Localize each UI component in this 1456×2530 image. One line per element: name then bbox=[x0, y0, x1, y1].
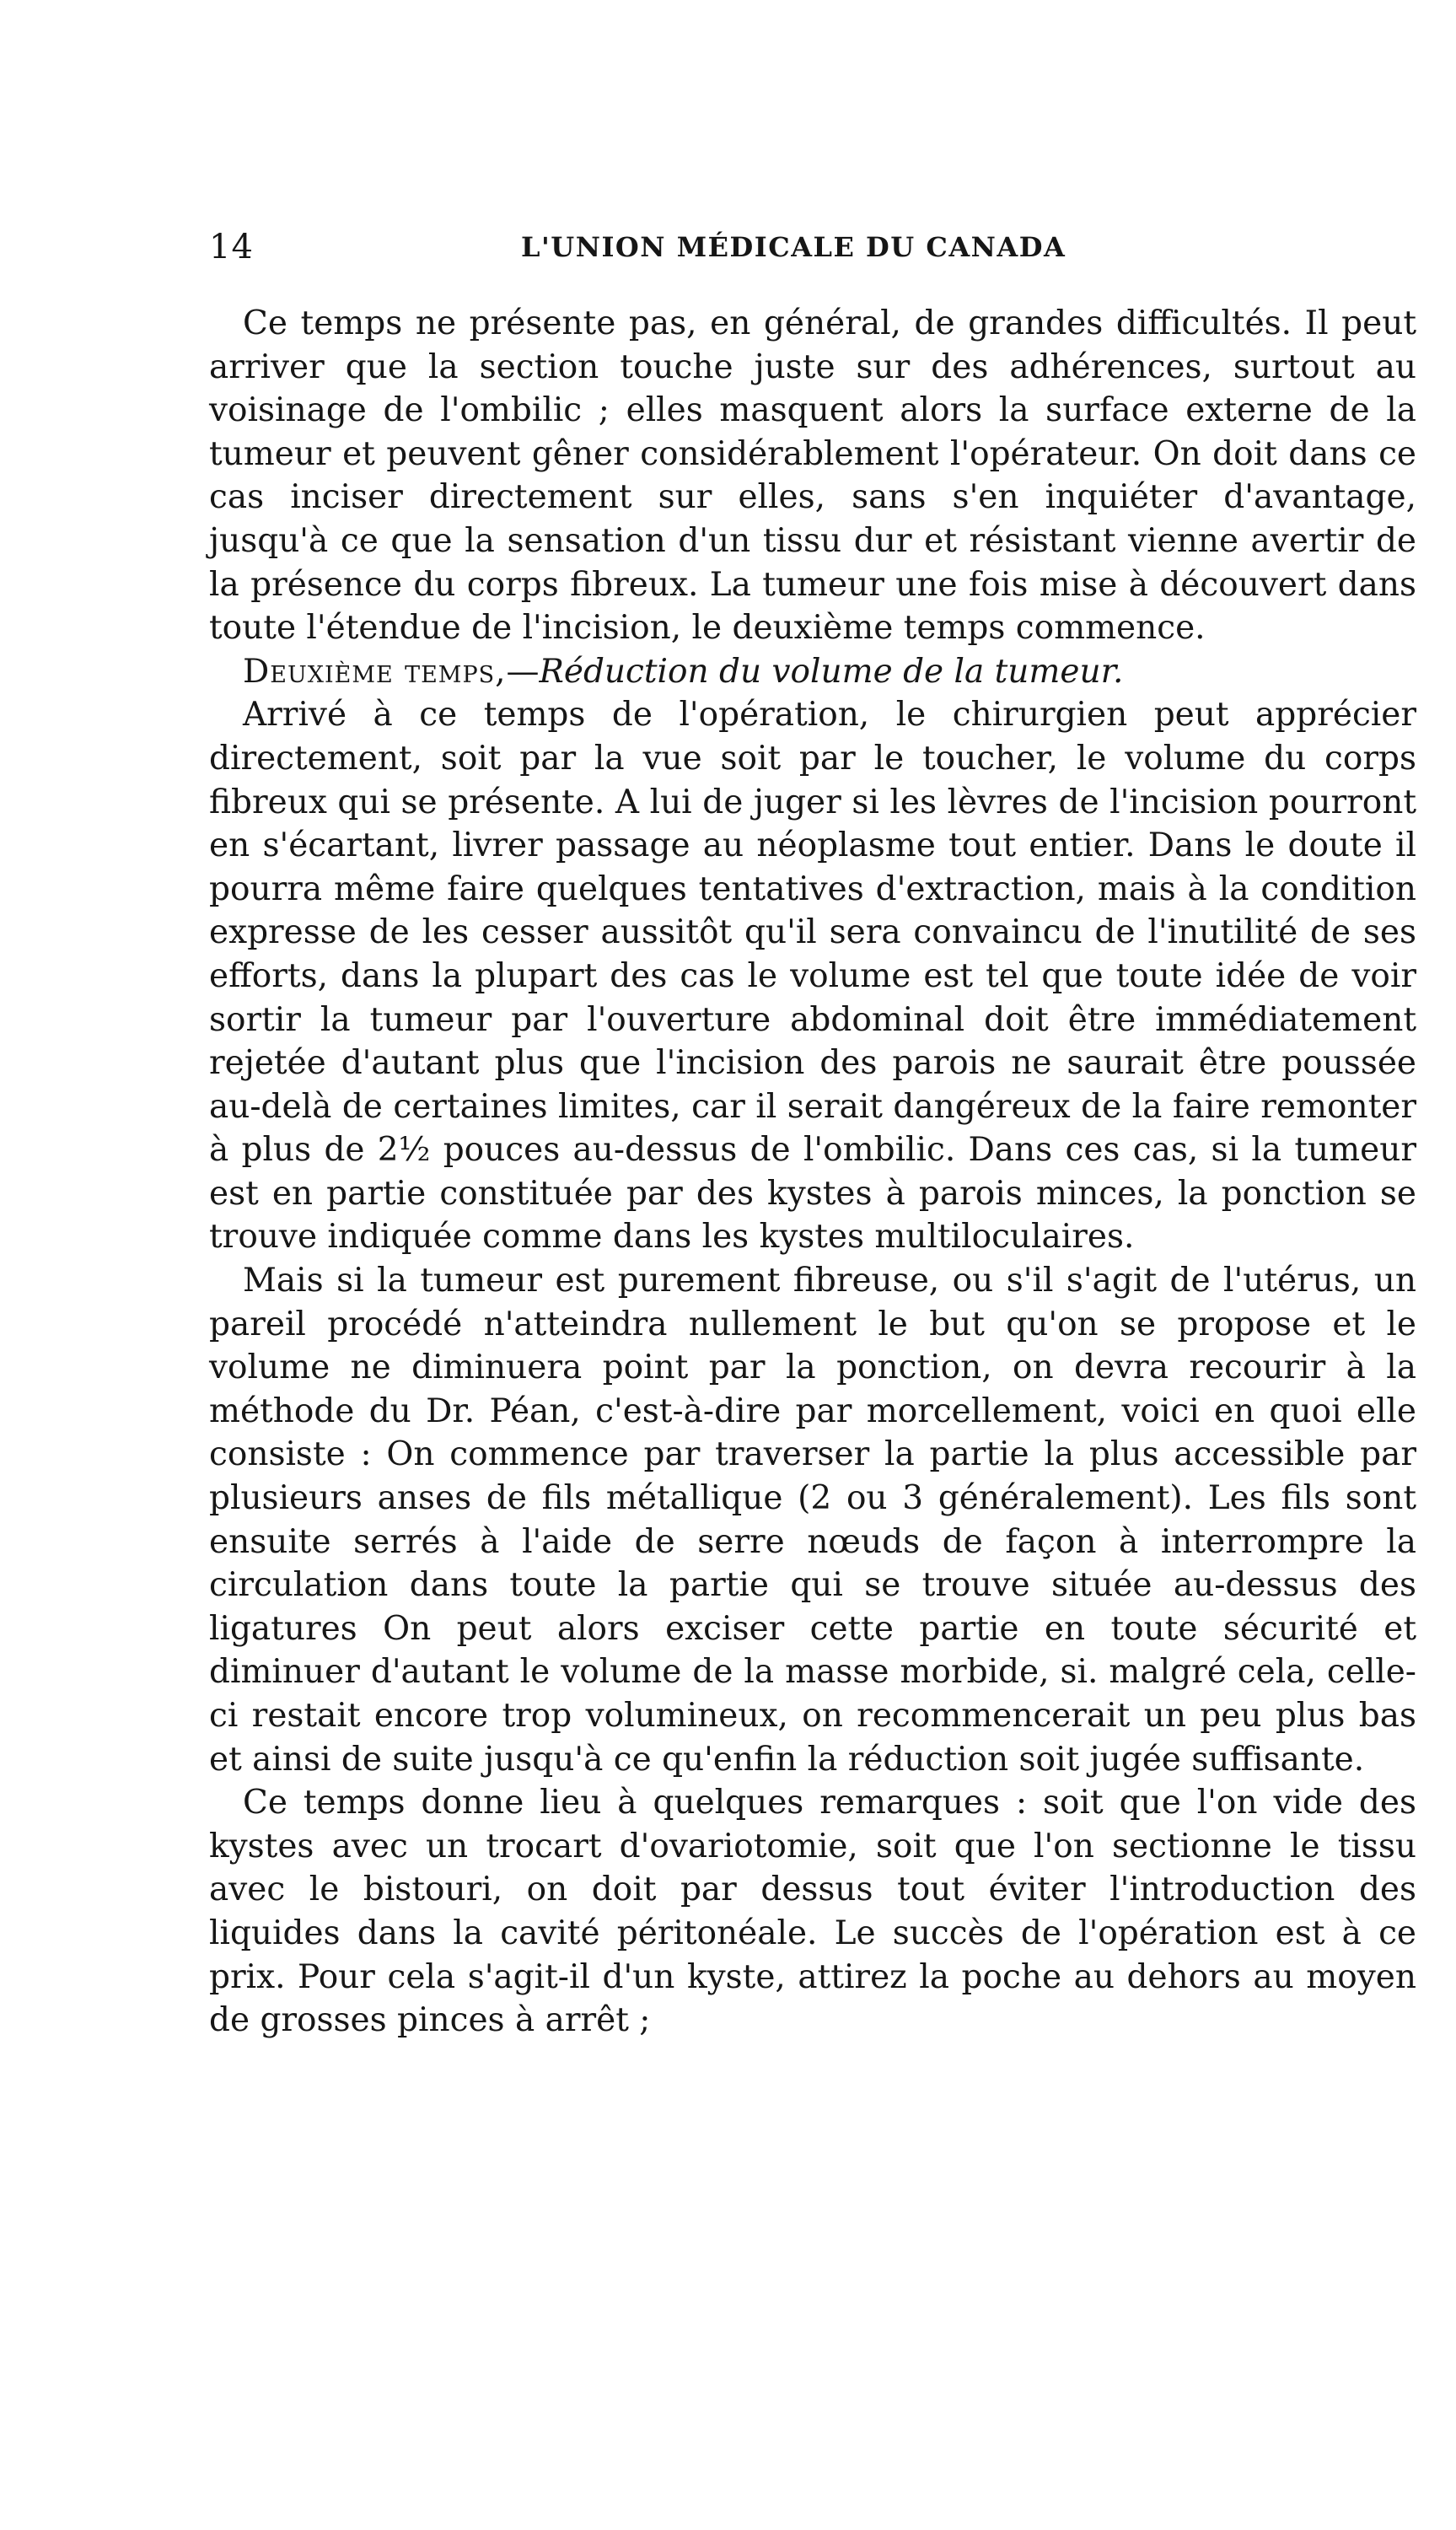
journal-title: L'UNION MÉDICALE DU CANADA bbox=[521, 231, 1066, 263]
section-heading-label: Deuxième temps, bbox=[243, 652, 507, 691]
book-page bbox=[209, 0, 1416, 2530]
body-text bbox=[209, 302, 1416, 2043]
page-number: 14 bbox=[209, 228, 254, 266]
section-heading bbox=[209, 650, 1416, 694]
running-head bbox=[209, 228, 1416, 265]
paragraph-3: Mais si la tumeur est purement fibreuse, ou s'il s'agit de l'utérus, un pareil procédé n'atteindra nullement le but qu'on se propose et le volume ne diminuera point par la ponction, on devra recourir à la méthode du Dr. Péan, c'est-à-dire par morcellement, voici en quoi elle consiste : On commence par traverser la partie la plus accessible par plusieurs anses de fils métallique (2 ou 3 généralement). Les fils sont ensuite serrés à l'aide de serre nœuds de façon à interrompre la circulation dans toute la partie qui se trouve située au-dessus des ligatures On peut alors exciser cette partie en toute sécurité et diminuer d'autant le volume de la masse morbide, si. malgré cela, celle-ci restait encore trop volumineux, on recommencerait un peu plus bas et ainsi de suite jusqu'à ce qu'enfin la réduction soit jugée suffisante. bbox=[209, 1262, 1416, 1779]
section-heading-title: Réduction du volume de la tumeur. bbox=[539, 652, 1124, 691]
paragraph-2: Arrivé à ce temps de l'opération, le chirurgien peut apprécier directement, soit par la vue soit par le toucher, le volume du corps fibreux qui se présente. A lui de juger si les lèvres de l'incision pourront en s'écartant, livrer passage au néoplasme tout entier. Dans le doute il pourra même faire quelques tentatives d'extraction, mais à la condition expresse de les cesser aussitôt qu'il sera convaincu de l'inutilité de ses efforts, dans la plupart des cas le volume est tel que toute idée de voir sortir la tumeur par l'ouverture abdominal doit être immédiatement rejetée d'autant plus que l'incision des parois ne saurait être poussée au-delà de certaines limites, car il serait dangéreux de la faire remonter à plus de 2½ pouces au-dessus de l'ombilic. Dans ces cas, si la tumeur est en partie constituée par des kystes à parois minces, la ponction se trouve indiquée comme dans les kystes multiloculaires. bbox=[209, 696, 1416, 1257]
section-heading-dash: — bbox=[506, 652, 540, 691]
paragraph-1: Ce temps ne présente pas, en général, de grandes difficultés. Il peut arriver que la section touche juste sur des adhérences, surtout au voisinage de l'ombilic ; elles masquent alors la surface externe de la tumeur et peuvent gêner considérablement l'opérateur. On doit dans ce cas inciser directement sur elles, sans s'en inquiéter d'avantage, jusqu'à ce que la sensation d'un tissu dur et résistant vienne avertir de la présence du corps fibreux. La tumeur une fois mise à découvert dans toute l'étendue de l'incision, le deuxième temps commence. bbox=[209, 304, 1416, 648]
paragraph-4: Ce temps donne lieu à quelques remarques : soit que l'on vide des kystes avec un trocart d'ovariotomie, soit que l'on sectionne le tissu avec le bistouri, on doit par dessus tout éviter l'introduction des liquides dans la cavité péritonéale. Le succès de l'opération est à ce prix. Pour cela s'agit-il d'un kyste, attirez la poche au dehors au moyen de grosses pinces à arrêt ; bbox=[209, 1784, 1416, 2040]
